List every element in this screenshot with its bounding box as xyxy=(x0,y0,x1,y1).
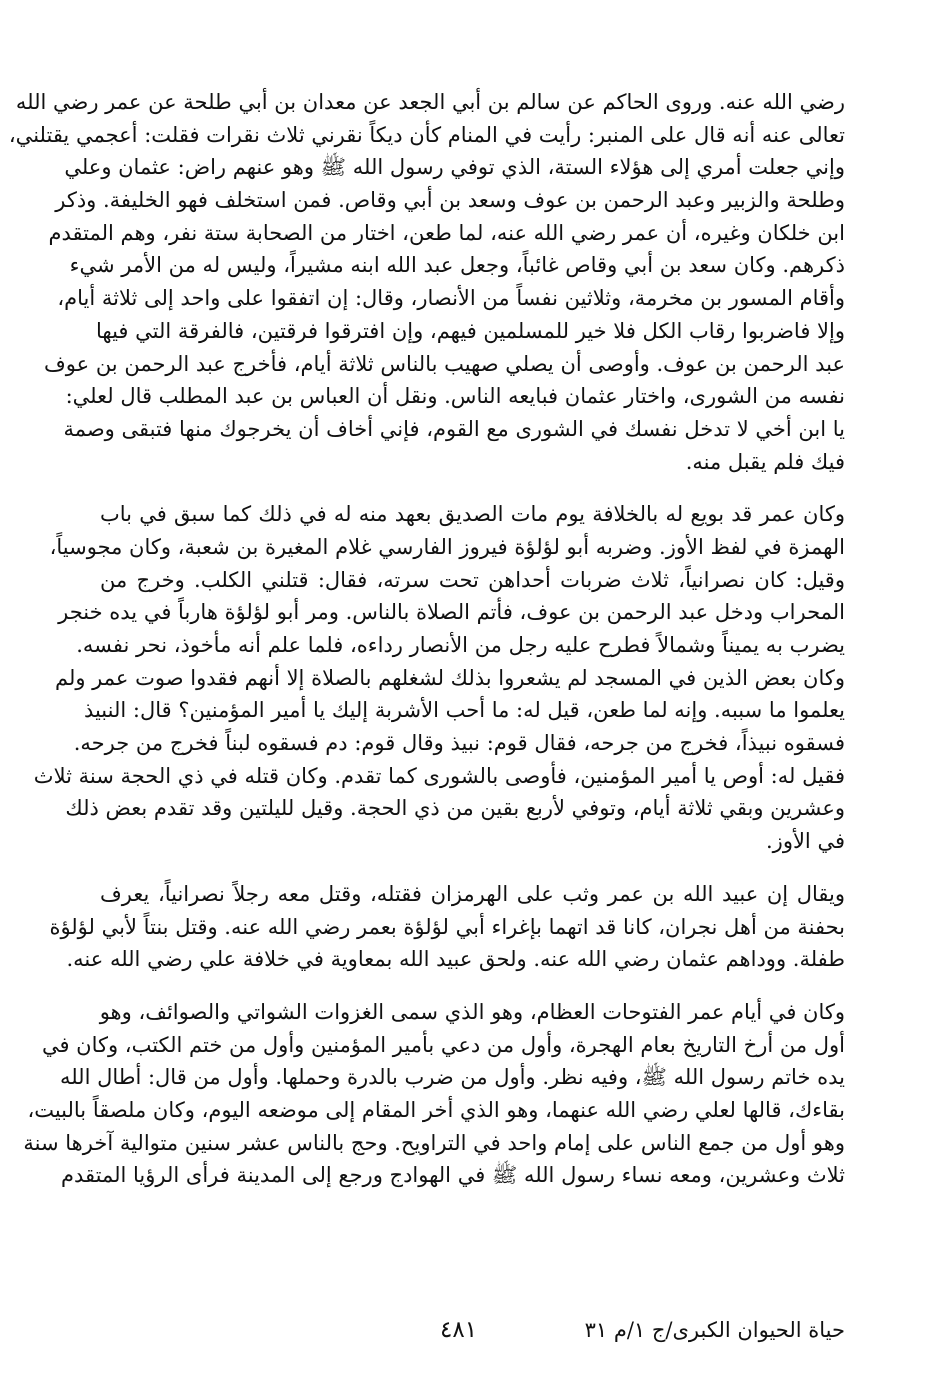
paragraph-2 xyxy=(33,498,845,858)
text-line: فسقوه نبيذاً، فخرج من جرحه، فقال قوم: نبيذ وقال قوم: دم فسقوه لبناً فخرج من جرحه. xyxy=(73,731,845,756)
text-line: الهمزة في لفظ الأوز. وضربه أبو لؤلؤة فيروز الفارسي غلام المغيرة بن شعبة، وكان مجوسياً، xyxy=(49,534,845,559)
text-line: بحفنة من أهل نجران، كانا قد اتهما بإغراء أبي لؤلؤة بعمر رضي الله عنه. وقتل بنتاً لأبي لؤلؤة xyxy=(49,914,845,939)
paragraph-4 xyxy=(23,996,845,1192)
text-line: يا ابن أخي لا تدخل نفسك في الشورى مع القوم، فإني أخاف أن يخرجوك منها فتبقى وصمة xyxy=(63,416,845,441)
text-line: ذكرهم. وكان سعد بن أبي وقاص غائباً، وجعل عبد الله ابنه مشيراً، وليس له من الأمر شيء xyxy=(69,253,845,278)
book-reference: حياة الحيوان الكبرى/ج ١/م ٣١ xyxy=(584,1318,845,1342)
text-line: وهو أول من جمع الناس على إمام واحد في التراويح. وحج بالناس عشر سنين متوالية آخرها سنة xyxy=(23,1130,845,1155)
text-line: وكان بعض الذين في المسجد لم يشعروا بذلك لشغلهم بالصلاة إلا أنهم فقدوا صوت عمر ولم xyxy=(54,665,845,690)
paragraph-3 xyxy=(49,878,845,976)
body-text xyxy=(8,86,845,1192)
text-line: وكان في أيام عمر الفتوحات العظام، وهو الذي سمى الغزوات الشواتي والصوائف، وهو xyxy=(99,999,845,1024)
paragraph-gap xyxy=(100,858,845,878)
text-line: يده خاتم رسول الله ﷺ، وفيه نظر. وأول من ضرب بالدرة وحملها. وأول من قال: أطال الله xyxy=(59,1065,845,1090)
text-line: المحراب ودخل عبد الرحمن بن عوف، فأتم الصلاة بالناس. ومر أبو لؤلؤة هارباً في يده خنجر xyxy=(58,600,845,625)
text-line: فقيل له: أوص يا أمير المؤمنين، فأوصى بالشورى كما تقدم. وكان قتله في ذي الحجة سنة ثلاث xyxy=(33,763,845,788)
text-line: بقاءك، قالها لعلي رضي الله عنهما، وهو الذي أخر المقام إلى موضعه اليوم، وكان ملصقاً بالبيت، xyxy=(27,1097,845,1122)
text-line: وقيل: كان نصرانياً، ثلاث ضربات أحداهن تحت سرته، فقال: قتلني الكلب. وخرج من xyxy=(100,567,845,592)
text-line: في الأوز. xyxy=(766,829,845,854)
text-line: وكان عمر قد بويع له بالخلافة يوم مات الصديق بعهد منه له في ذلك كما سبق في باب xyxy=(100,502,845,527)
text-line: ثلاث وعشرين، ومعه نساء رسول الله ﷺ في الهوادج ورجع إلى المدينة فرأى الرؤيا المتقدم xyxy=(60,1163,845,1188)
text-line: طفلة. ووداهم عثمان رضي الله عنه. ولحق عبيد الله بمعاوية في خلافة علي رضي الله عنه. xyxy=(66,947,845,972)
text-line: وعشرين وبقي ثلاثة أيام، وتوفي لأربع بقين من ذي الحجة. وقيل لليلتين وقد تقدم بعض ذلك xyxy=(65,796,845,821)
text-line: ويقال إن عبيد الله بن عمر وثب على الهرمزان فقتله، وقتل معه رجلاً نصرانياً، يعرف xyxy=(100,881,845,906)
text-line: وأقام المسور بن مخرمة، وثلاثين نفساً من الأنصار، وقال: إن اتفقوا على واحد إلى ثلاثة أيام، xyxy=(57,286,845,311)
text-line: فيك فلم يقبل منه. xyxy=(685,449,845,474)
paragraph-gap xyxy=(100,976,845,996)
text-line: ابن خلكان وغيره، أن عمر رضي الله عنه، لما طعن، اختار من الصحابة ستة نفر، وهم المتقدم xyxy=(48,220,845,245)
text-line: رضي الله عنه. وروى الحاكم عن سالم بن أبي الجعد عن معدان بن أبي طلحة عن عمر رضي الله xyxy=(15,90,845,114)
text-line: تعالى عنه أنه قال على المنبر: رأيت في المنام كأن ديكاً نقرني ثلاث نقرات فقلت: أعجمي يقتلني، xyxy=(8,122,845,147)
text-line: أول من أرخ التاريخ بعام الهجرة، وأول من دعي بأمير المؤمنين وأول من ختم الكتب، وكان في xyxy=(41,1032,845,1057)
text-line: وإني جعلت أمري إلى هؤلاء الستة، الذي توفي رسول الله ﷺ وهو عنهم راض: عثمان وعلي xyxy=(64,155,845,180)
paragraph-1 xyxy=(8,86,845,478)
text-line: عبد الرحمن بن عوف. وأوصى أن يصلي صهيب بالناس ثلاثة أيام، فأخرج عبد الرحمن بن عوف xyxy=(44,351,845,376)
text-line: نفسه من الشورى، واختار عثمان فبايعه الناس. ونقل أن العباس بن عبد المطلب قال لعلي: xyxy=(65,384,845,409)
text-line: وإلا فاضربوا رقاب الكل فلا خير للمسلمين فيهم، وإن افترقوا فرقتين، فالفرقة التي فيها xyxy=(95,318,845,343)
page-footer xyxy=(100,1312,845,1352)
text-line: يضرب به يميناً وشمالاً فطرح عليه رجل من الأنصار رداءه، فلما علم أنه مأخوذ، نحر نفسه. xyxy=(76,633,845,657)
paragraph-gap xyxy=(100,478,845,498)
text-line: يعلموا ما سببه. وإنه لما طعن، قيل له: ما أحب الأشربة إليك يا أمير المؤمنين؟ قال: النبيذ xyxy=(83,698,845,723)
text-line: وطلحة والزبير وعبد الرحمن بن عوف وسعد بن أبي وقاص. فمن استخلف فهو الخليفة. وذكر xyxy=(55,188,845,213)
page-number: ٤٨١ xyxy=(440,1317,478,1343)
